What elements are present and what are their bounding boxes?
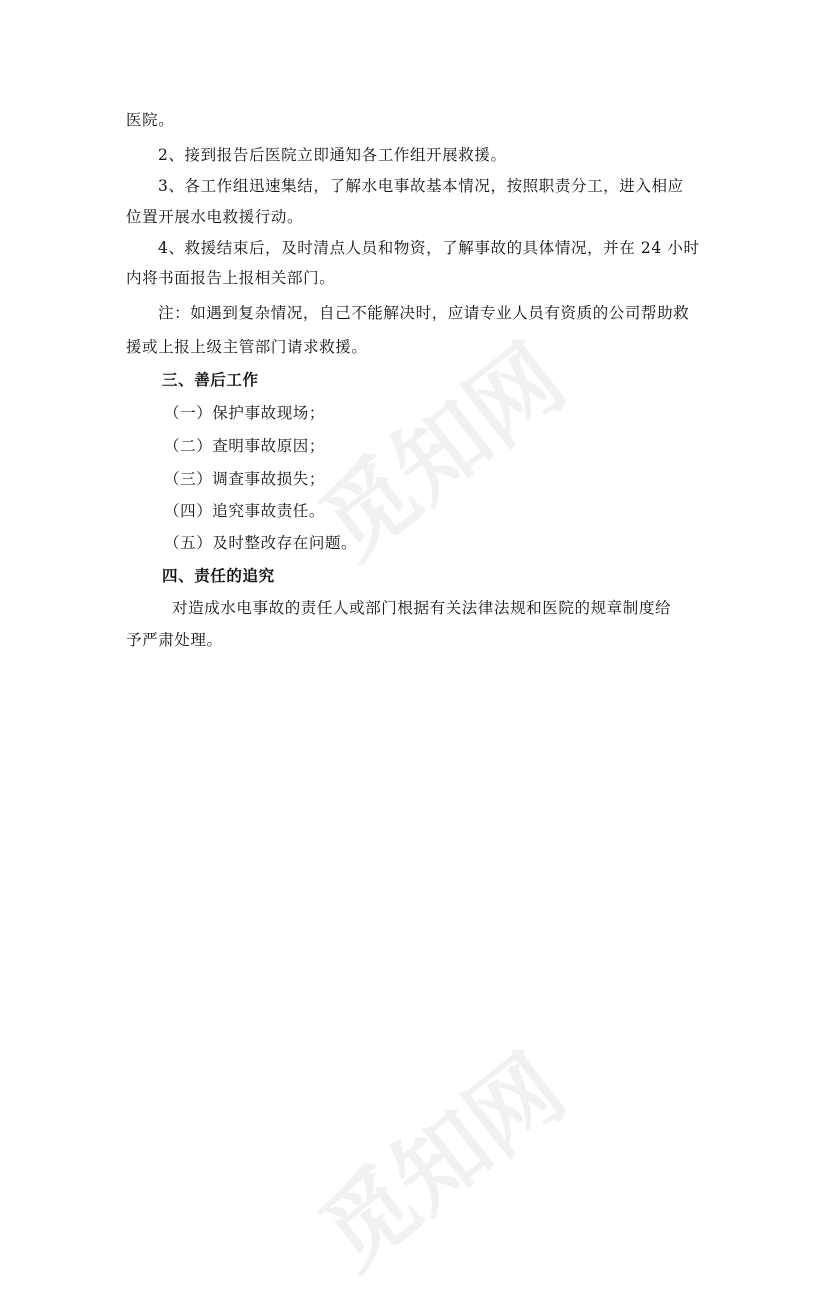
- paragraph-line: 医院。: [126, 111, 175, 129]
- paragraph-line: 3、各工作组迅速集结，了解水电事故基本情况，按照职责分工，进入相应: [158, 177, 684, 195]
- paragraph-line: 内将书面报告上报相关部门。: [126, 269, 336, 287]
- list-item: （五）及时整改存在问题。: [164, 534, 358, 552]
- paragraph-line: 2、接到报告后医院立即通知各工作组开展救援。: [158, 146, 507, 164]
- paragraph-line: 援或上报上级主管部门请求救援。: [126, 338, 368, 356]
- paragraph-line: 予严肃处理。: [126, 631, 223, 649]
- list-item: （四）追究事故责任。: [164, 502, 326, 520]
- list-item: （二）查明事故原因；: [164, 437, 326, 455]
- paragraph-line: 对造成水电事故的责任人或部门根据有关法律法规和医院的规章制度给: [172, 599, 672, 617]
- section-heading: 三、善后工作: [162, 370, 259, 389]
- watermark: 觅知网: [300, 1034, 585, 1290]
- paragraph-line: 注：如遇到复杂情况，自己不能解决时，应请专业人员有资质的公司帮助救: [158, 304, 690, 322]
- paragraph-line: 4、救援结束后，及时清点人员和物资，了解事故的具体情况，并在 24 小时: [158, 239, 700, 257]
- watermark: 觅知网: [300, 324, 585, 580]
- list-item: （三）调查事故损失；: [164, 470, 326, 488]
- paragraph-line: 位置开展水电救援行动。: [126, 208, 304, 226]
- section-heading: 四、责任的追究: [162, 566, 275, 585]
- list-item: （一）保护事故现场；: [164, 404, 326, 422]
